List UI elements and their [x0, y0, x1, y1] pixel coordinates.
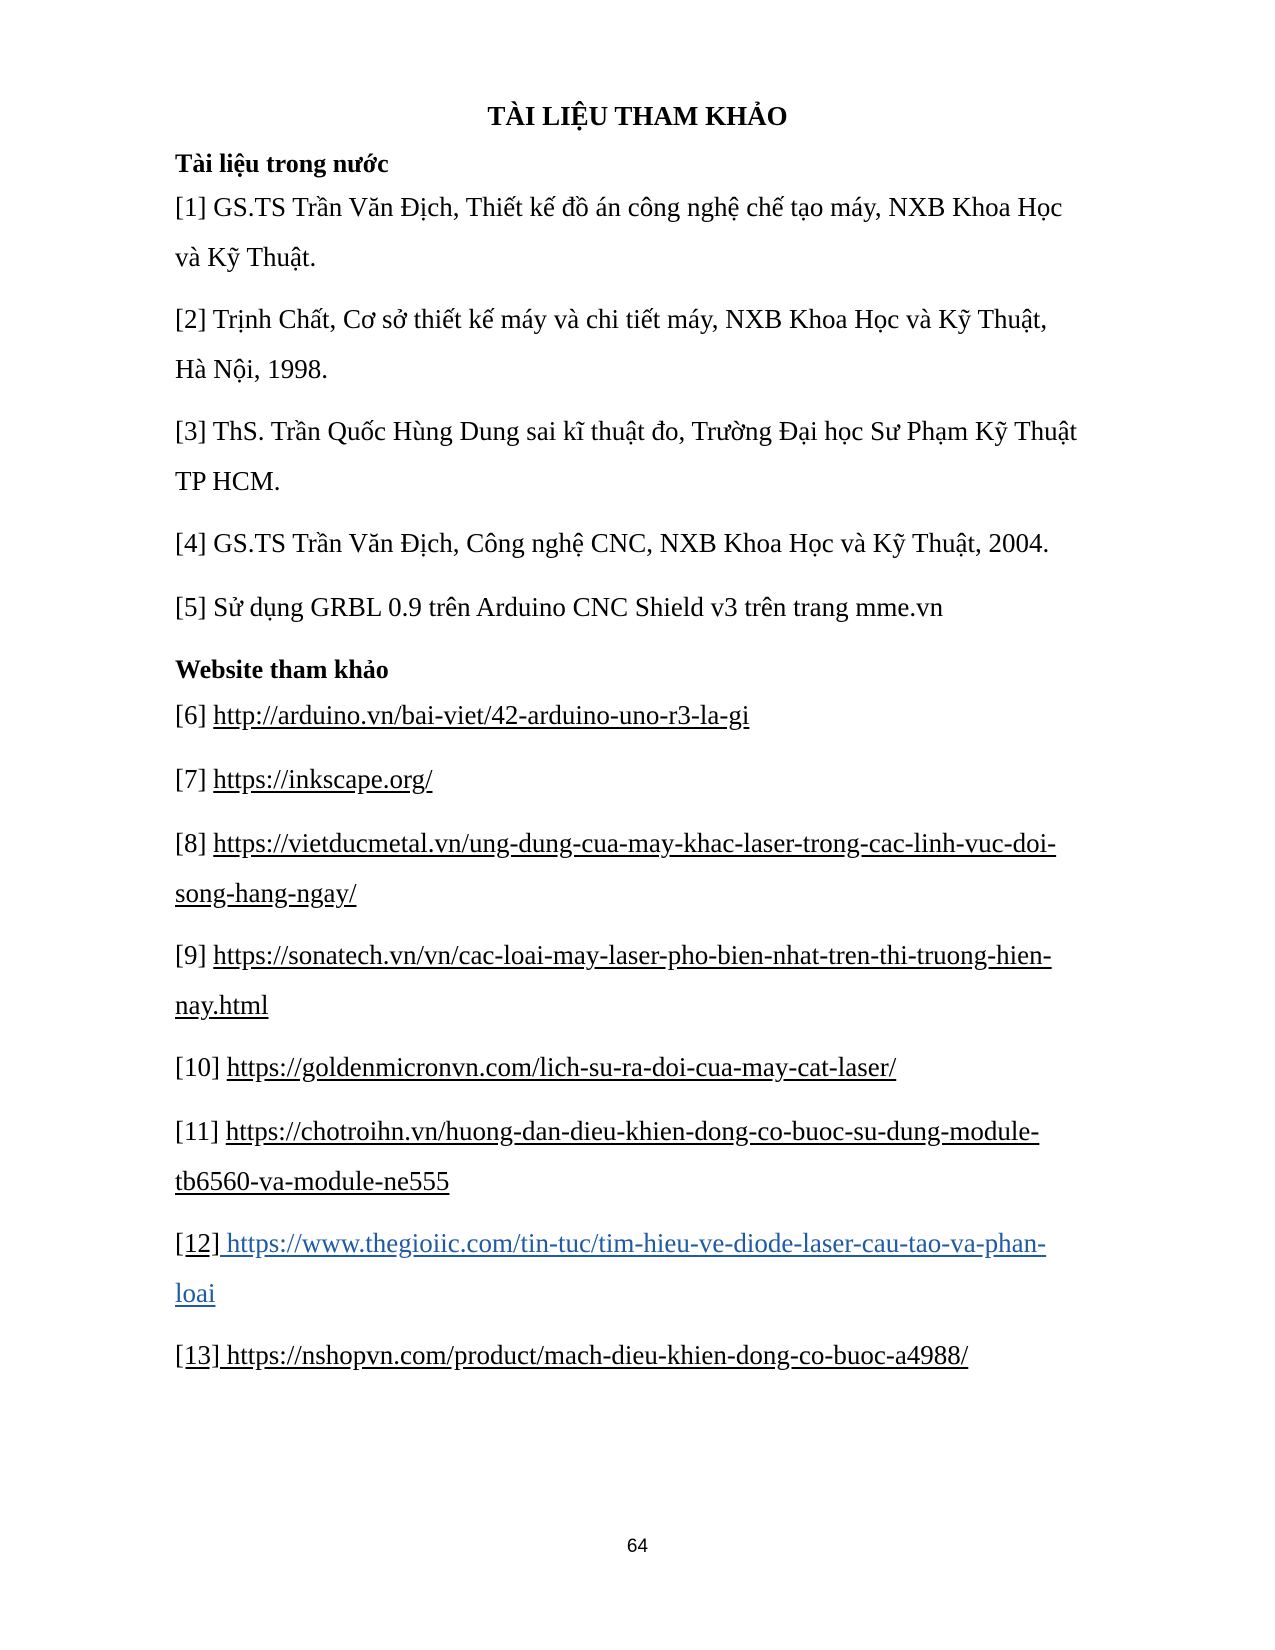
web-reference-12-link-line-2[interactable]: loai	[175, 1278, 216, 1308]
web-reference-12	[175, 1218, 1155, 1318]
web-reference-9-number: [9]	[175, 940, 214, 970]
web-reference-11-number: [11]	[175, 1116, 226, 1146]
web-reference-13	[175, 1330, 1155, 1380]
web-reference-8-link-line-1[interactable]: https://vietducmetal.vn/ung-dung-cua-may-khac-laser-trong-cac-linh-vuc-doi-	[213, 828, 1057, 858]
reference-1-line-1: [1] GS.TS Trần Văn Địch, Thiết kế đồ án công nghệ chế tạo máy, NXB Khoa Học	[175, 192, 1063, 222]
section-heading-websites: Website tham khảo	[175, 655, 389, 684]
reference-3-line-1: [3] ThS. Trần Quốc Hùng Dung sai kĩ thuật đo, Trường Đại học Sư Phạm Kỹ Thuật	[175, 416, 1078, 446]
web-reference-8	[175, 818, 1155, 918]
web-reference-9	[175, 930, 1155, 1030]
reference-2-line-2: Hà Nội, 1998.	[175, 354, 328, 384]
web-reference-11	[175, 1106, 1155, 1206]
reference-4-line-1: [4] GS.TS Trần Văn Địch, Công nghệ CNC, NXB Khoa Học và Kỹ Thuật, 2004.	[175, 528, 1050, 558]
reference-3	[175, 406, 1155, 506]
web-reference-7-link[interactable]: https://inkscape.org/	[213, 764, 433, 794]
reference-2-line-1: [2] Trịnh Chất, Cơ sở thiết kế máy và chi tiết máy, NXB Khoa Học và Kỹ Thuật,	[175, 304, 1048, 334]
web-reference-12-link-line-1[interactable]: https://www.thegioiic.com/tin-tuc/tim-hieu-ve-diode-laser-cau-tao-va-phan-	[219, 1228, 1047, 1258]
reference-5	[175, 582, 1155, 632]
web-reference-13-link[interactable]: https://nshopvn.com/product/mach-dieu-khien-dong-co-buoc-a4988/	[219, 1340, 969, 1370]
web-reference-11-link-line-2[interactable]: tb6560-va-module-ne555	[175, 1166, 450, 1196]
reference-1	[175, 182, 1155, 282]
web-reference-9-link-line-2[interactable]: nay.html	[175, 990, 269, 1020]
web-reference-8-number: [8]	[175, 828, 214, 858]
reference-1-line-2: và Kỹ Thuật.	[175, 242, 317, 272]
web-reference-6	[175, 690, 1155, 740]
reference-4	[175, 518, 1155, 568]
web-reference-7	[175, 754, 1155, 804]
web-reference-11-link-line-1[interactable]: https://chotroihn.vn/huong-dan-dieu-khien-dong-co-buoc-su-dung-module-	[225, 1116, 1040, 1146]
web-reference-6-number: [6]	[175, 700, 214, 730]
web-reference-12-number: [12]	[175, 1228, 220, 1258]
reference-3-line-2: TP HCM.	[175, 466, 281, 496]
reference-5-line-1: [5] Sử dụng GRBL 0.9 trên Arduino CNC Shield v3 trên trang mme.vn	[175, 592, 944, 622]
web-reference-8-link-line-2[interactable]: song-hang-ngay/	[175, 878, 357, 908]
web-reference-10	[175, 1042, 1155, 1092]
web-reference-6-link[interactable]: http://arduino.vn/bai-viet/42-arduino-uno-r3-la-gi	[213, 700, 750, 730]
web-reference-7-number: [7]	[175, 764, 214, 794]
reference-2	[175, 294, 1155, 394]
section-heading-domestic: Tài liệu trong nước	[175, 149, 389, 178]
web-reference-9-link-line-1[interactable]: https://sonatech.vn/vn/cac-loai-may-laser-pho-bien-nhat-tren-thi-truong-hien-	[213, 940, 1052, 970]
page-number: 64	[626, 1536, 649, 1557]
web-reference-13-number: [13]	[175, 1340, 220, 1370]
web-reference-10-number: [10]	[175, 1052, 227, 1082]
web-reference-10-link[interactable]: https://goldenmicronvn.com/lich-su-ra-doi-cua-may-cat-laser/	[226, 1052, 897, 1082]
page-title: TÀI LIỆU THAM KHẢO	[487, 101, 788, 131]
